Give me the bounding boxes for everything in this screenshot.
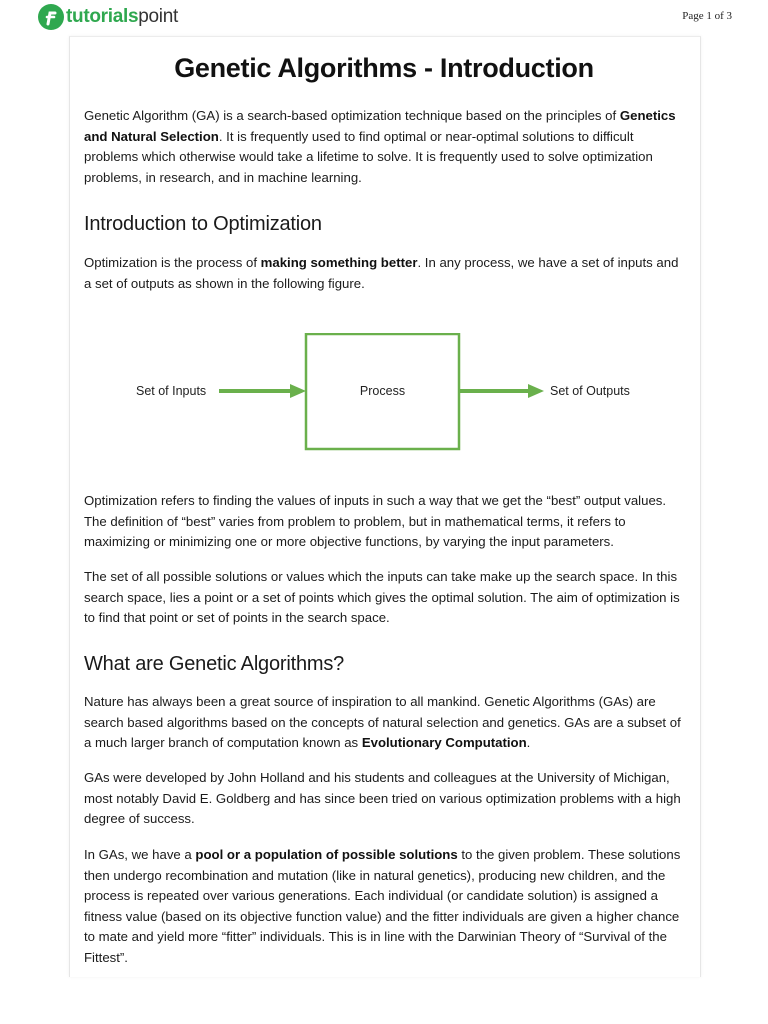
ga-paragraph-3 (84, 845, 686, 969)
page-title: Genetic Algorithms - Introduction (174, 53, 594, 83)
ga-p1-text-2: . (526, 735, 531, 751)
ga-p1-text-1: Nature has always been a great source of inspiration to all mankind. Genetic Algorithms (GAs) are search based algorithms based on the concepts of natural selection and genetics. GAs are a subset of a much larger branch of computation known as (84, 694, 681, 751)
output-label: Set of Outputs (550, 384, 630, 398)
ga-paragraph-1 (84, 692, 686, 754)
optimization-paragraph-2: Optimization refers to finding the values of inputs in such a way that we get the “best” output values. The definition of “best” varies from problem to problem, but in mathematical terms, it refers to maximizing or minimizing one or more objective functions, by varying the input parameters. (84, 493, 667, 550)
section-heading-genetic-algorithms: What are Genetic Algorithms? (84, 653, 345, 675)
ga-p3-text-2: to the given problem. These solutions then undergo recombination and mutation (like in natural genetics), producing new children, and the process is repeated over various generations. Each individual (or candidate solution) is assigned a fitness value (based on its objective function value) and the fitter individuals are given a higher chance to mate and yield more “fitter” individuals. This is in line with the Darwinian Theory of “Survival of the Fittest”. (84, 847, 681, 965)
top-bar (0, 0, 768, 34)
logo-text-part1: tutorials (66, 6, 139, 27)
site-logo[interactable] (38, 2, 178, 32)
output-arrow-head-icon (528, 384, 544, 398)
opt-p1-bold-1: making something better (260, 255, 418, 270)
ga-p1-bold-1: Evolutionary Computation (361, 735, 527, 751)
article-card (69, 36, 701, 977)
process-diagram (84, 333, 684, 453)
optimization-paragraph-3: The set of all possible solutions or values which the inputs can take make up the search space. In this search space, lies a point or a set of points which gives the optimal solution. The aim of optimization is to find that point or set of points in the search space. (84, 569, 680, 626)
intro-bold-1: Genetics and Natural Selection (84, 108, 676, 144)
process-label: Process (359, 384, 406, 398)
opt-p1-text-2: . In any process, we have a set of inputs and a set of outputs as shown in the following figure. (84, 255, 679, 291)
page-indicator: Page 1 of 3 (682, 10, 732, 22)
tutorialspoint-logo-icon (38, 4, 64, 30)
ga-paragraph-2: GAs were developed by John Holland and his students and colleagues at the University of Michigan, most notably David E. Goldberg and has since been tried on various optimization problems with a high degree of success. (84, 770, 681, 827)
intro-text-1: Genetic Algorithm (GA) is a search-based optimization technique based on the principles of (84, 108, 620, 123)
intro-text-2: . It is frequently used to find optimal or near-optimal solutions to difficult problems which otherwise would take a lifetime to solve. It is frequently used to solve optimization problems, in research, and in machine learning. (84, 128, 653, 185)
logo-text (66, 4, 178, 30)
ga-p3-bold-1: pool or a population of possible solutions (195, 847, 458, 862)
section-heading-optimization: Introduction to Optimization (84, 213, 322, 235)
input-arrow-head-icon (290, 384, 306, 398)
intro-paragraph (84, 106, 686, 188)
optimization-paragraph-1 (84, 253, 686, 294)
input-label: Set of Inputs (136, 384, 207, 398)
logo-text-part2: point (138, 6, 178, 27)
opt-p1-text-1: Optimization is the process of (84, 255, 261, 270)
ga-p3-text-1: In GAs, we have a (84, 847, 196, 862)
